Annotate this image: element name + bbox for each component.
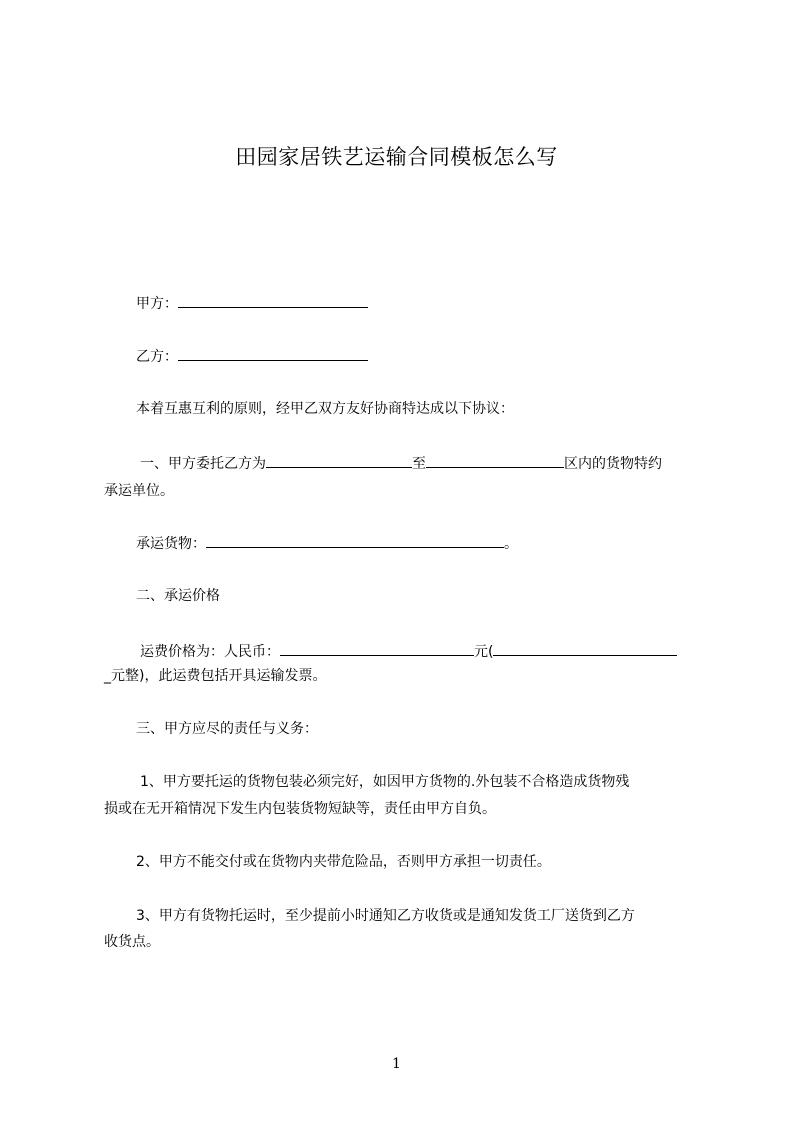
goods-line: [104, 532, 518, 554]
party-b-label: 乙方：: [136, 349, 178, 365]
item-1-line-2: 损或在无开箱情况下发生内包装货物短缺等，责任由甲方自负。: [104, 801, 496, 817]
party-b-line: [104, 345, 368, 367]
price-line-1: [104, 640, 677, 662]
clause-1-tail: 区内的货物特约: [564, 456, 662, 472]
price-line-2: _元整)，此运费包括开具运输发票。: [104, 668, 327, 684]
section-3-heading: 三、甲方应尽的责任与义务：: [136, 721, 318, 737]
clause-1-to-blank: [426, 452, 564, 468]
party-b-blank: [178, 345, 368, 361]
price-amount-blank: [280, 640, 474, 656]
preamble: 本着互惠互利的原则，经甲乙双方友好协商特达成以下协议：: [136, 401, 514, 417]
clause-1-line-2: 承运单位。: [104, 483, 174, 499]
section-2-heading: 二、承运价格: [136, 588, 220, 604]
party-a-label: 甲方：: [136, 296, 178, 312]
item-1-line-1: 1、甲方要托运的货物包装必须完好，如因甲方货物的.外包装不合格造成货物残: [140, 774, 630, 790]
party-a-line: [104, 292, 368, 314]
item-3-line-2: 收货点。: [104, 934, 160, 950]
item-2: 2、甲方不能交付或在货物内夹带危险品，否则甲方承担一切责任。: [136, 854, 551, 870]
page-number: 1: [392, 1056, 401, 1072]
price-words-blank: [493, 640, 677, 656]
goods-blank: [206, 532, 504, 548]
clause-1-from-blank: [266, 452, 412, 468]
document-title: 田园家居铁艺运输合同模板怎么写: [235, 145, 558, 169]
goods-end: 。: [504, 536, 518, 552]
goods-label: 承运货物：: [136, 536, 206, 552]
clause-1-lead: 一、甲方委托乙方为: [140, 456, 266, 472]
price-yuan: 元(: [474, 644, 494, 660]
party-a-blank: [178, 292, 368, 308]
item-3-line-1: 3、甲方有货物托运时，至少提前小时通知乙方收货或是通知发货工厂送货到乙方: [136, 908, 635, 924]
price-lead: 运费价格为：人民币：: [140, 644, 280, 660]
clause-1-line-1: [104, 452, 662, 474]
clause-1-mid: 至: [412, 456, 426, 472]
